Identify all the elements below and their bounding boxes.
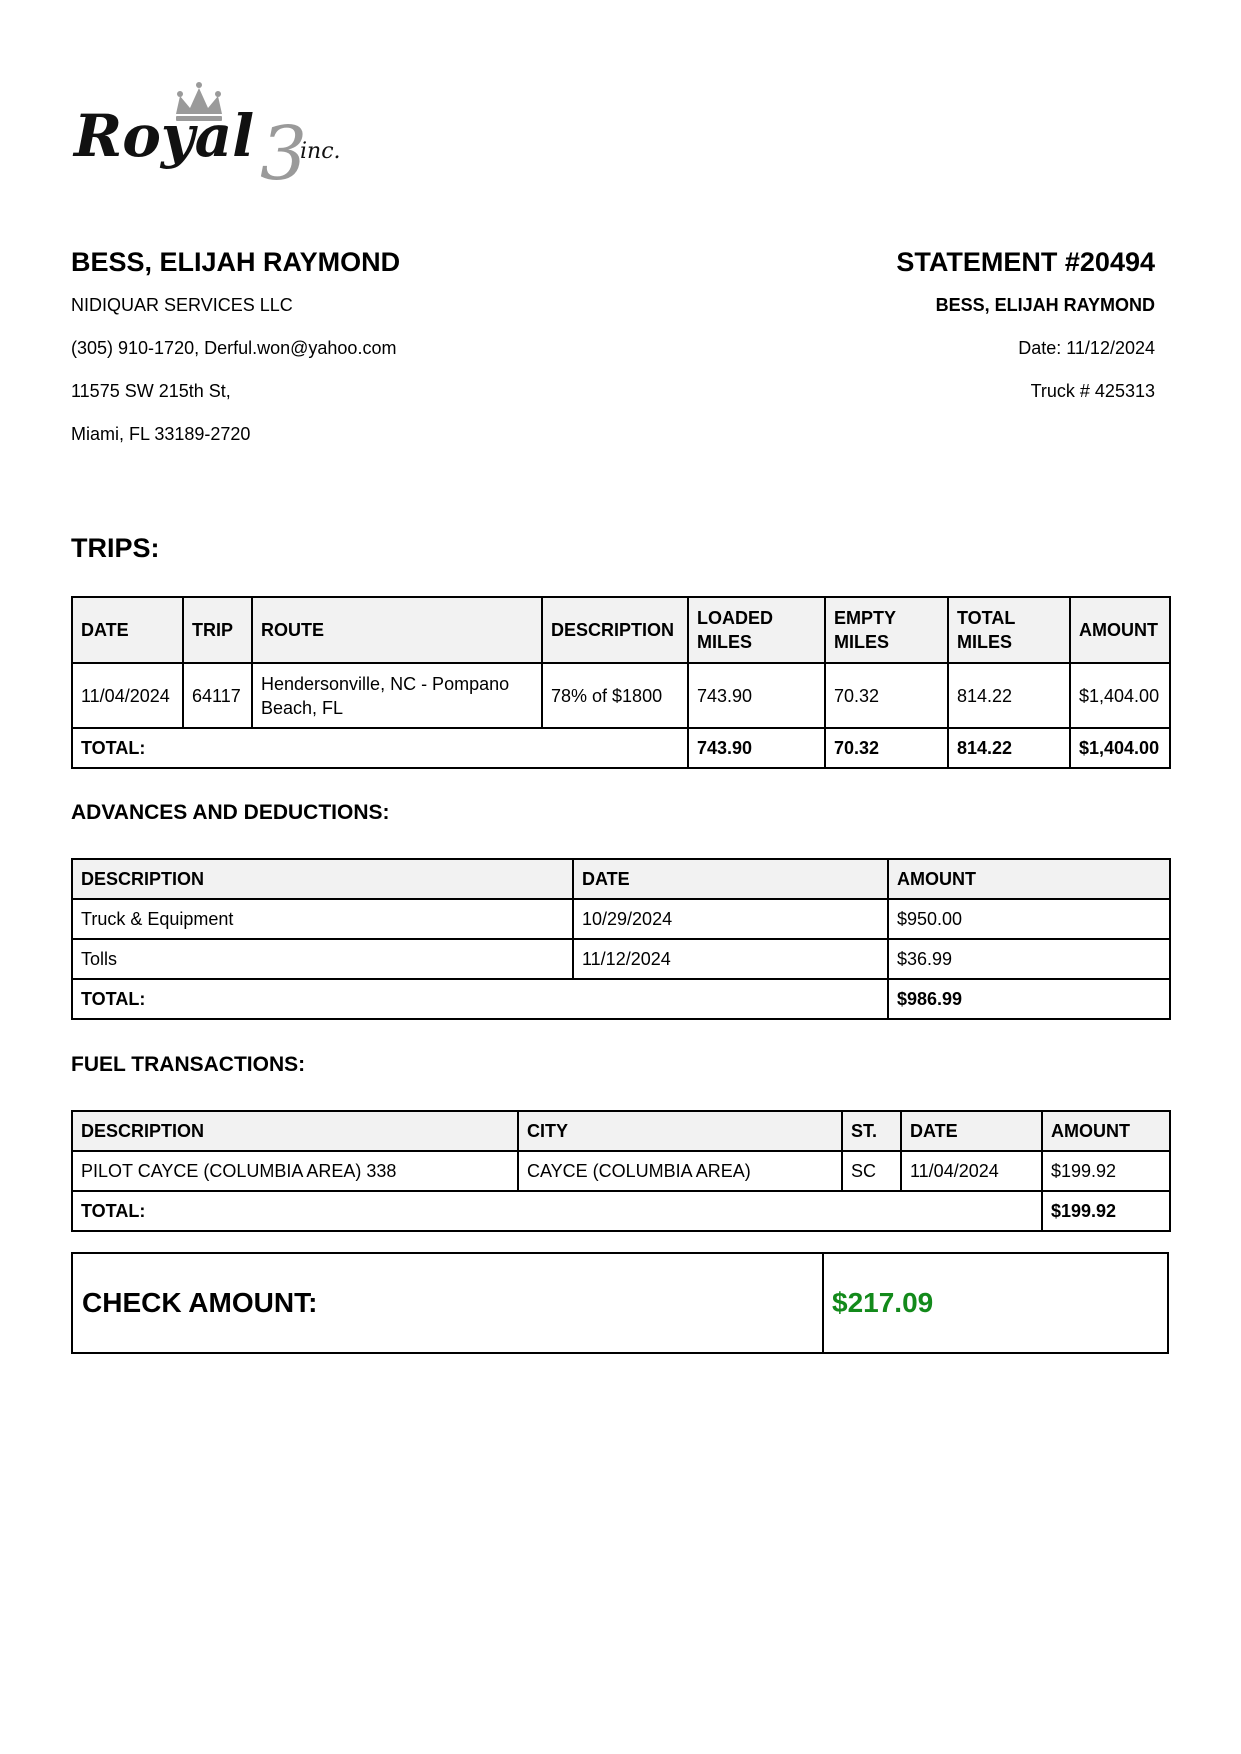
table-header-row <box>72 1111 1170 1151</box>
logo-suffix: inc. <box>300 139 341 164</box>
statement-info <box>595 246 1155 402</box>
check-amount-label: CHECK AMOUNT: <box>73 1254 824 1352</box>
column-header: TOTAL MILES <box>948 597 1070 663</box>
total-row <box>72 1191 1170 1231</box>
column-header: TRIP <box>183 597 252 663</box>
fuel-table <box>71 1110 1171 1232</box>
total-label: TOTAL: <box>72 1191 1042 1231</box>
total-label: TOTAL: <box>72 728 688 768</box>
address-line-2: Miami, FL 33189-2720 <box>71 424 251 444</box>
column-header: AMOUNT <box>1070 597 1170 663</box>
advances-table <box>71 858 1171 1020</box>
advance-description: Truck & Equipment <box>72 899 573 939</box>
company-name: NIDIQUAR SERVICES LLC <box>71 295 293 315</box>
fuel-city: CAYCE (COLUMBIA AREA) <box>518 1151 842 1191</box>
statement-date: Date: 11/12/2024 <box>1018 338 1155 358</box>
table-row <box>72 899 1170 939</box>
column-header: DATE <box>72 597 183 663</box>
column-header: ST. <box>842 1111 901 1151</box>
table-header-row <box>72 597 1170 663</box>
column-header: DESCRIPTION <box>72 859 573 899</box>
total-label: TOTAL: <box>72 979 888 1019</box>
column-header: ROUTE <box>252 597 542 663</box>
trip-empty-miles: 70.32 <box>825 663 948 728</box>
trip-number: 64117 <box>183 663 252 728</box>
table-row <box>72 1151 1170 1191</box>
trip-route: Hendersonville, NC - Pompano Beach, FL <box>252 663 542 728</box>
trips-heading: TRIPS: <box>71 533 160 563</box>
logo-word: Royal <box>74 102 255 170</box>
column-header: DESCRIPTION <box>542 597 688 663</box>
statement-title: STATEMENT #20494 <box>896 247 1155 277</box>
total-amount: $986.99 <box>888 979 1170 1019</box>
table-row <box>72 663 1170 728</box>
royal3-logo <box>72 74 392 194</box>
statement-driver-name: BESS, ELIJAH RAYMOND <box>935 295 1155 315</box>
trip-date: 11/04/2024 <box>72 663 183 728</box>
fuel-state: SC <box>842 1151 901 1191</box>
column-header: LOADED MILES <box>688 597 825 663</box>
column-header: AMOUNT <box>1042 1111 1170 1151</box>
contact-info: (305) 910-1720, Derful.won@yahoo.com <box>71 338 397 358</box>
fuel-heading: FUEL TRANSACTIONS: <box>71 1053 306 1076</box>
address-line-1: 11575 SW 215th St, <box>71 381 231 401</box>
trip-total-miles: 814.22 <box>948 663 1070 728</box>
advances-heading: ADVANCES AND DEDUCTIONS: <box>71 801 390 824</box>
total-amount: $1,404.00 <box>1070 728 1170 768</box>
total-row <box>72 979 1170 1019</box>
advance-amount: $950.00 <box>888 899 1170 939</box>
trips-table <box>71 596 1171 769</box>
total-empty-miles: 70.32 <box>825 728 948 768</box>
trip-loaded-miles: 743.90 <box>688 663 825 728</box>
column-header: EMPTY MILES <box>825 597 948 663</box>
check-amount-box <box>71 1252 1169 1354</box>
table-row <box>72 939 1170 979</box>
fuel-amount: $199.92 <box>1042 1151 1170 1191</box>
advance-amount: $36.99 <box>888 939 1170 979</box>
column-header: DATE <box>901 1111 1042 1151</box>
trip-description: 78% of $1800 <box>542 663 688 728</box>
driver-name: BESS, ELIJAH RAYMOND <box>71 247 401 277</box>
advance-description: Tolls <box>72 939 573 979</box>
fuel-description: PILOT CAYCE (COLUMBIA AREA) 338 <box>72 1151 518 1191</box>
column-header: AMOUNT <box>888 859 1170 899</box>
total-row <box>72 728 1170 768</box>
column-header: DATE <box>573 859 888 899</box>
advance-date: 10/29/2024 <box>573 899 888 939</box>
advance-date: 11/12/2024 <box>573 939 888 979</box>
driver-info <box>71 246 631 445</box>
column-header: DESCRIPTION <box>72 1111 518 1151</box>
table-header-row <box>72 859 1170 899</box>
column-header: CITY <box>518 1111 842 1151</box>
fuel-date: 11/04/2024 <box>901 1151 1042 1191</box>
total-amount: $199.92 <box>1042 1191 1170 1231</box>
trip-amount: $1,404.00 <box>1070 663 1170 728</box>
truck-number: Truck # 425313 <box>1030 381 1155 401</box>
total-loaded-miles: 743.90 <box>688 728 825 768</box>
total-miles: 814.22 <box>948 728 1070 768</box>
royal3-logo-graphic <box>72 74 392 194</box>
check-amount-value: $217.09 <box>832 1287 934 1318</box>
logo-numeral: 3 <box>260 111 308 194</box>
